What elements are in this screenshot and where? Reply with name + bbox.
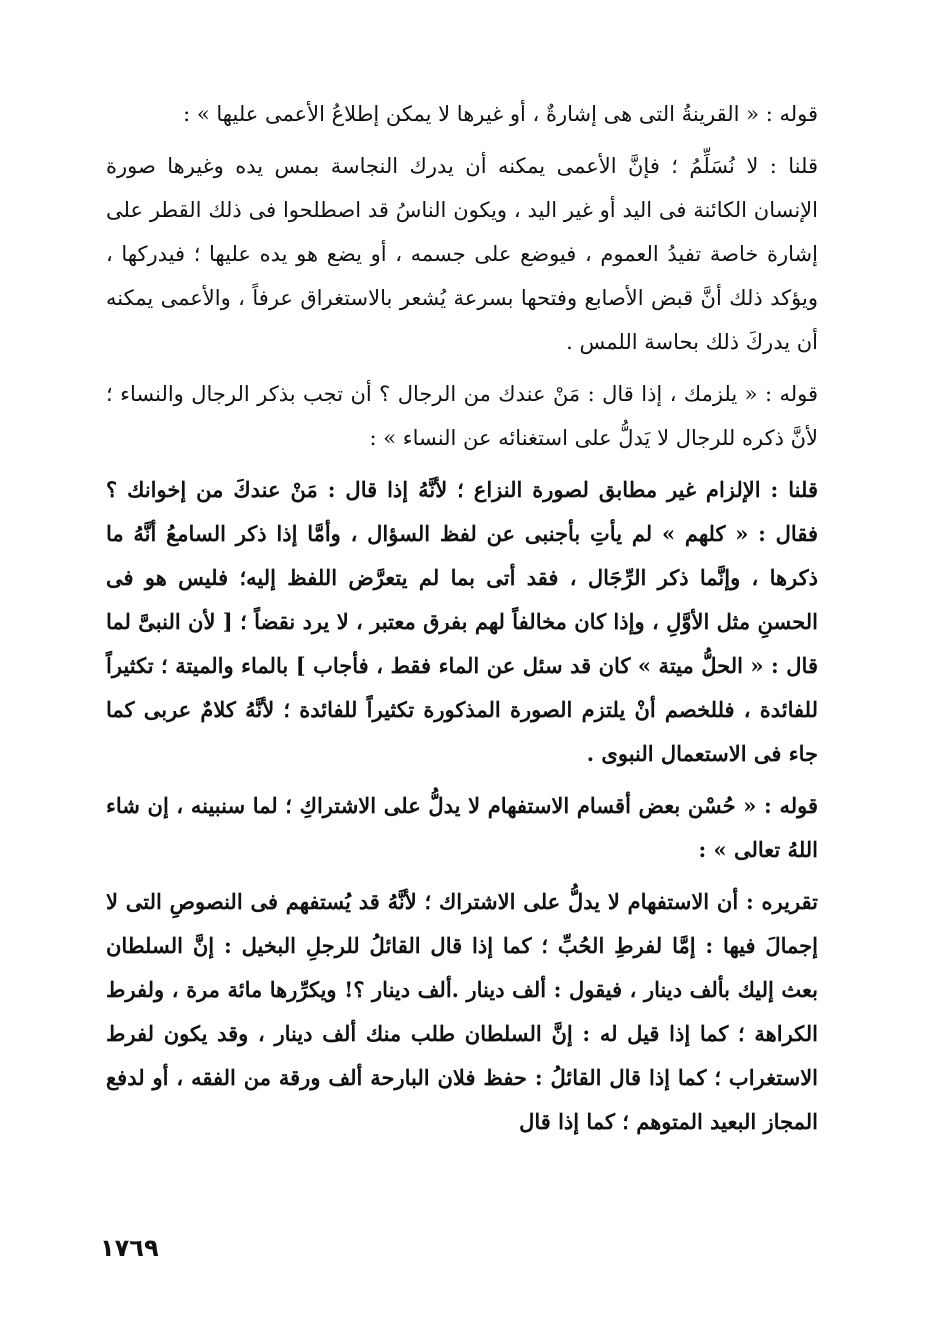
paragraph-5: قوله : « حُسْن بعض أقسام الاستفهام لا يدلُّ على الاشتراكِ ؛ لما سنبينه ، إن شاء اللهُ تعالى » : bbox=[106, 793, 818, 862]
paragraph-2: قلنا : لا نُسَلِّمُ ؛ فإنَّ الأعمى يمكنه أن يدرك النجاسة بمس يده وغيرها صورة الإنسان الكائنة فى اليد أو غير اليد ، ويكون الناسُ قد اصطلحوا فى ذلك القطر على إشارة خاصة تفيدُ العموم ، فيوضع على جسمه ، أو يضع هو يده عليها ؛ فيدركها ، ويؤكد ذلك أنَّ قبض الأصابع وفتحها بسرعة يُشعر بالاستغراق عرفاً ، والأعمى يمكنه أن يدركَ ذلك بحاسة اللمس . bbox=[106, 154, 818, 354]
paragraph-3: قوله : « يلزمك ، إذا قال : مَنْ عندك من الرجال ؟ أن تجب بذكر الرجال والنساء ؛ لأنَّ ذكره للرجال لا يَدلُّ على استغنائه عن النساء » : bbox=[106, 382, 818, 450]
paragraph-1: قوله : « القرينةُ التى هى إشارةٌ ، أو غيرها لا يمكن إطلاعُ الأعمى عليها » : bbox=[183, 102, 818, 126]
page-number: ١٧٦٩ bbox=[100, 1234, 159, 1262]
paragraph-4: قلنا : الإلزام غير مطابق لصورة النزاع ؛ لأنَّهُ إذا قال : مَنْ عندكَ من إخوانك ؟ فقال : « كلهم » لم يأتِ بأجنبى عن لفظ السؤال ، وأمَّا إذا ذكر السامعُ أنَّهُ ما ذكرها ، وإنَّما ذكر الرِّجَال ، فقد أتى بما لم يتعرَّض اللفظ إليه؛ فليس هو فى الحسنِ مثل الأوَّلِ ، وإذا كان مخالفاً لهم بفرق معتبر ، لا يرد نقضاً ؛ [ لأن النبىَّ لما قال : « الحلُّ ميتة » كان قد سئل عن الماء فقط ، فأجاب ] بالماء والميتة ؛ تكثيراً للفائدة ، فللخصم أنْ يلتزم الصورة المذكورة تكثيراً للفائدة ؛ لأنَّهُ كلامٌ عربى كما جاء فى الاستعمال النبوى . bbox=[106, 477, 818, 766]
body-text bbox=[106, 92, 818, 1144]
paragraph-6: تقريره : أن الاستفهام لا يدلُّ على الاشتراك ؛ لأنَّهُ قد يُستفهم فى النصوصِ التى لا إجمالَ فيها : إمَّا لفرطِ الحُبِّ ؛ كما إذا قال القائلُ للرجلِ البخيل : إنَّ السلطان بعث إليك بألف دينار ، فيقول : ألف دينار .ألف دينار ؟! ويكرِّرها مائة مرة ، ولفرط الكراهة ؛ كما إذا قيل له : إنَّ السلطان طلب منك ألف دينار ، وقد يكون لفرط الاستغراب ؛ كما إذا قال القائلُ : حفظ فلان البارحة ألف ورقة من الفقه ، أو لدفع المجاز البعيد المتوهم ؛ كما إذا قال bbox=[106, 889, 818, 1134]
